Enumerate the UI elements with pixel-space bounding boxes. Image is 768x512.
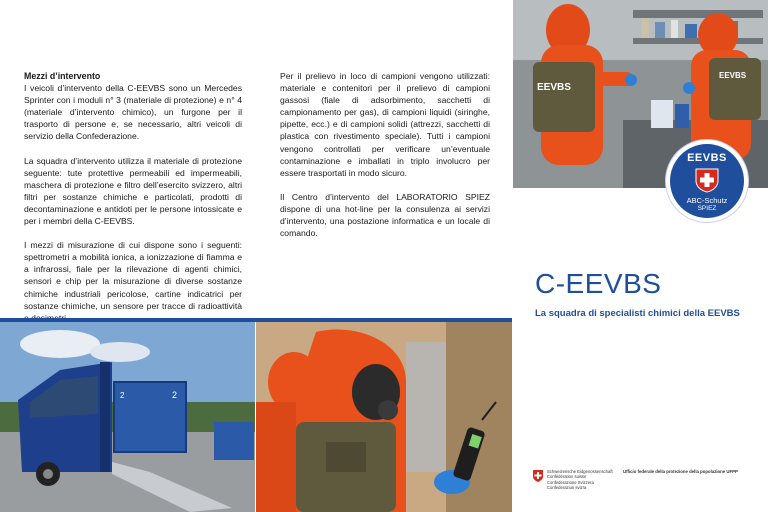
- paragraph-measurement: I mezzi di misurazione di cui dispone sono i seguenti: spettrometri a mobilità ionica, a ionizzazione di fiamma e a infrarossi, fiale per la rilevazione di agenti chimici, sensori e chip per la misurazione di diverse sostanze chimiche industriali pericolose, cartine indicatrici per sostanze chimiche, un sensore per tracce di radioattività: [24, 240, 242, 311]
- badge-line-1: ABC-Schutz: [686, 196, 728, 205]
- van-scene-illustration: [0, 322, 255, 512]
- confederation-fr: Confédération suisse: [547, 474, 587, 480]
- module-number-2: 2: [172, 390, 178, 400]
- paragraph-vehicles: I veicoli d’intervento della C-EEVBS sono un Mercedes Sprinter con i moduli n° 3 (materiale di protezione) e n° 4 (materiale d’intervento chimico), un furgone per il trasporto di persone e, se necessario, altri veicoli di servizio della Confederazione.: [24, 83, 242, 142]
- vest-label-right: EEVBS: [719, 71, 747, 80]
- office-name: Ufficio federale della protezione della popolazione UFPP: [623, 469, 738, 474]
- left-text-column: [24, 70, 242, 336]
- vest-label-left: EEVBS: [537, 82, 571, 93]
- footer: [533, 468, 753, 498]
- confederation-rm: Confederaziun svizra: [547, 484, 587, 490]
- swiss-crest-icon: [533, 470, 543, 482]
- right-text-column: [280, 70, 490, 251]
- confederation-names: [547, 469, 613, 490]
- eevbs-badge: [666, 140, 748, 222]
- badge-line-2: SPIEZ: [697, 205, 717, 212]
- cover-title: C-EEVBS: [535, 268, 662, 299]
- paragraph-sampling: Per il prelievo in loco di campioni vengono utilizzati: materiale e contenitori per il prelievo di campioni gassosi (fiale di adsorbimento, sacchetti di campionamento per gas), di campioni liquidi (siringhe, pipette, ecc.) e di campioni solidi (attrezzi, sacchetti di plastica con rivestimento speciale). Tutti i campioni vengono controllati per verificare un’eventuale contaminazione e imballati in triplo involucro per essere trasportati in modo sicuro.: [280, 71, 490, 178]
- van-photo: [0, 322, 255, 512]
- confederation-de: Schweizerische Eidgenossenschaft: [547, 469, 613, 474]
- badge-title: EEVBS: [687, 152, 727, 164]
- cover-subtitle: La squadra di specialisti chimici della EEVBS: [535, 308, 740, 319]
- section-heading: Mezzi d’intervento: [24, 71, 101, 81]
- module-number-1: 2: [120, 391, 125, 400]
- suit-scene-illustration: [256, 322, 512, 512]
- suit-photo: [256, 322, 512, 512]
- paragraph-protection: La squadra d’intervento utilizza il materiale di protezione seguente: tute protettive permeabili ed impermeabili, maschera di protezione e filtro dell’esercito svizzero, altri filtri per sostanze chimiche e particolati, prodotti di decontaminazione e antidoti per le persone intossicate e per i membri della C-EEVBS.: [24, 155, 242, 227]
- confederation-it: Confederazione Svizzera: [547, 479, 594, 485]
- swiss-shield-icon: [694, 167, 720, 193]
- paragraph-hotline: Il Centro d’intervento del LABORATORIO SPIEZ dispone di una hot-line per la consulenza ai servizi d’intervento, una postazione informatica e un locale di comando.: [280, 191, 490, 239]
